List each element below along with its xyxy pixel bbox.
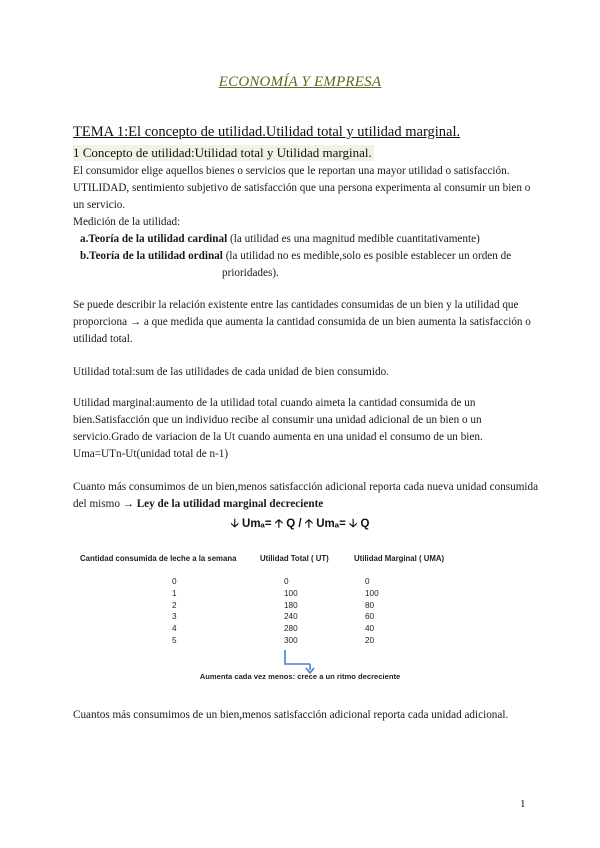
- text-line: Se puede describir la relación existente entre las cantidades consumidas de un bien y la utilidad que: [73, 299, 519, 311]
- table-cell: 2: [172, 600, 177, 610]
- topic-title: TEMA 1:El concepto de utilidad.Utilidad total y utilidad marginal.: [73, 124, 461, 140]
- page-number: 1: [520, 798, 526, 810]
- paragraph-utility-intro: [73, 163, 530, 231]
- table-cell: 240: [284, 612, 298, 622]
- table-column-total: [284, 576, 298, 647]
- table-cell: 0: [284, 577, 289, 586]
- theory-ordinal-label: b.Teoría de la utilidad ordinal: [80, 250, 223, 262]
- table-cell: 60: [365, 612, 375, 622]
- theory-cardinal-label: a.Teoría de la utilidad cardinal: [80, 233, 228, 245]
- formula: 🡣 Umₐ= 🡡 Q / 🡡 Umₐ= 🡣 Q: [230, 518, 370, 530]
- text-line: Utilidad marginal:aumento de la utilidad total cuando aimeta la cantidad consumida de un: [73, 397, 476, 409]
- table-header-marginal: Utilidad Marginal ( UMA): [354, 554, 445, 563]
- section-subtitle: 1 Concepto de utilidad:Utilidad total y Utilidad marginal.: [73, 145, 372, 160]
- theory-ordinal: [80, 248, 511, 265]
- brand-title: ECONOMÍA Y EMPRESA: [218, 74, 382, 90]
- text-line: [73, 496, 538, 513]
- text-line: bien.Satisfacción que un individuo recibe al consumir una unidad adicional de un bien o un: [73, 414, 482, 426]
- theory-ordinal-desc: (la utilidad no es medible,solo es posible establecer un orden de: [222, 250, 512, 262]
- table-note: Aumenta cada vez menos: crece a un ritmo decreciente: [199, 672, 401, 681]
- text-line: Uma=UTn-Ut(unidad total de n-1): [73, 448, 229, 460]
- table-cell: 3: [172, 612, 177, 622]
- text-prefix: del mismo →: [73, 498, 137, 510]
- text-line: un servicio.: [73, 199, 126, 211]
- theory-cardinal: [80, 231, 480, 248]
- table-cell: 5: [172, 635, 177, 645]
- text-line: Cuanto más consumimos de un bien,menos satisfacción adicional reporta cada nueva unidad consumida: [73, 481, 539, 493]
- paragraph-diminishing-law: [73, 479, 538, 513]
- table-cell: 80: [365, 600, 375, 610]
- table-column-marginal: [365, 576, 379, 647]
- table-column-quantity: [172, 576, 177, 647]
- theory-cardinal-desc: (la utilidad es una magnitud medible cuantitativamente): [227, 233, 480, 245]
- text-line: proporciona → a que medida que aumenta la cantidad consumida de un bien aumenta la satisfacción o: [73, 316, 531, 328]
- bent-arrow-icon: [282, 650, 322, 674]
- text-line: Medición de la utilidad:: [73, 216, 181, 228]
- table-cell: 20: [365, 635, 375, 645]
- table-cell: 4: [172, 624, 177, 634]
- paragraph-relation: [73, 297, 531, 348]
- table-cell: 280: [284, 624, 298, 634]
- text-line: servicio.Grado de variacion de la Ut cuando aumenta en una unidad el consumo de un bien.: [73, 431, 483, 443]
- text-line: El consumidor elige aquellos bienes o servicios que le reportan una mayor utilidad o satisfacción.: [73, 165, 510, 177]
- table-cell: 40: [365, 624, 375, 634]
- paragraph-marginal-utility: [73, 395, 483, 463]
- table-cell: 100: [284, 588, 298, 598]
- table-cell: 1: [172, 588, 177, 598]
- text-line: UTILIDAD, sentimiento subjetivo de satisfacción que una persona experimenta al consumir un bien o: [73, 182, 531, 194]
- text-line: utilidad total.: [73, 333, 133, 345]
- table-cell: 300: [284, 635, 298, 645]
- paragraph-conclusion: Cuantos más consumimos de un bien,menos satisfacción adicional reporta cada unidad adicional.: [73, 709, 509, 721]
- table-cell: 180: [284, 600, 298, 610]
- table-header-quantity: Cantidad consumida de leche a la semana: [80, 554, 237, 563]
- table-cell: 0: [365, 577, 370, 586]
- theory-ordinal-cont: prioridades).: [222, 267, 279, 279]
- paragraph-total-utility: Utilidad total:sum de las utilidades de cada unidad de bien consumido.: [73, 366, 389, 378]
- table-header-total: Utilidad Total ( UT): [260, 554, 329, 563]
- law-name: Ley de la utilidad marginal decreciente: [136, 498, 324, 510]
- table-cell: 0: [172, 577, 177, 586]
- table-cell: 100: [365, 588, 379, 598]
